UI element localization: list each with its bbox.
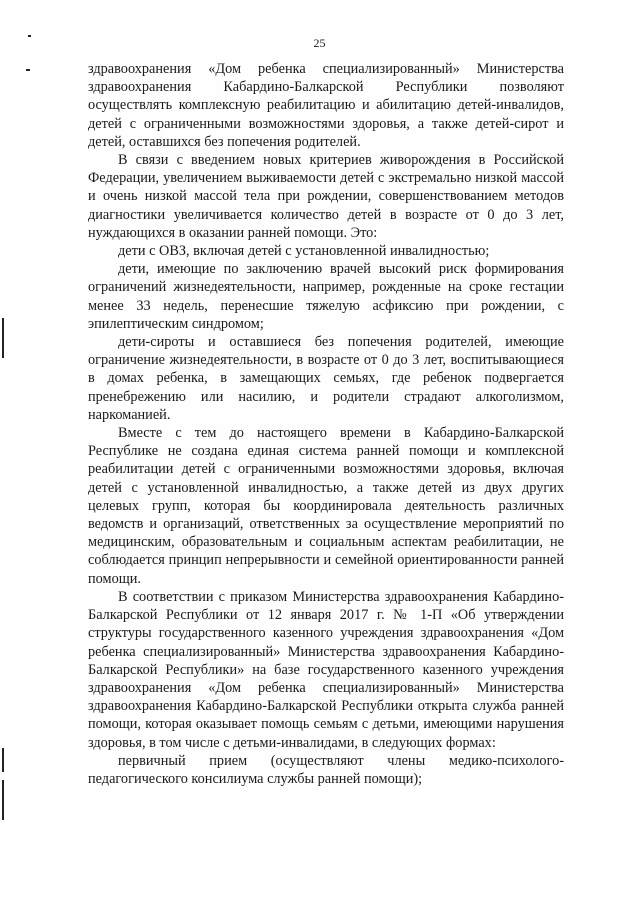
list-item: первичный прием (осуществляют члены медико-психолого-педагогического консилиума службы ранней помощи);: [88, 752, 564, 787]
list-item: дети-сироты и оставшиеся без попечения родителей, имеющие ограничение жизнедеятельности, в возрасте от 0 до 3 лет, воспитывающиеся в домах ребенка, в замещающих семьях, где ребенок подвергается пренебрежению или насилию, и родители страдают алкоголизмом, наркоманией.: [88, 334, 564, 423]
scan-artifact: [2, 318, 4, 358]
paragraph: Вместе с тем до настоящего времени в Кабардино-Балкарской Республике не создана единая система ранней помощи и комплексной реабилитации детей с ограниченными возможностями здоровья, включая детей с установленной инвалидностью, а также детей из двух других целевых групп, которая бы координировала деятельность различных ведомств и организаций, ответственных за осуществление мероприятий по медицинским, образовательным и социальным аспектам реабилитации, не соблюдается принцип непрерывности и семейной ориентированности ранней помощи.: [88, 425, 564, 587]
paragraph: В связи с введением новых критериев живорождения в Российской Федерации, увеличением выживаемости детей с экстремально низкой массой и очень низкой массой тела при рождении, совершенствованием методов диагностики увеличивается количество детей в возрасте от 0 до 3 лет, нуждающихся в оказании ранней помощи. Это:: [88, 152, 564, 241]
scan-artifact: [2, 780, 4, 820]
paragraph: В соответствии с приказом Министерства здравоохранения Кабардино-Балкарской Республики от 12 января 2017 г. № 1-П «Об утверждении структуры государственного казенного учреждения здравоохранения «Дом ребенка специализированный» Министерства здравоохранения Кабардино-Балкарской Республики» на базе государственного казенного учреждения здравоохранения «Дом ребенка специализированный» Министерства здравоохранения Кабардино-Балкарской Республики открыта служба ранней помощи, которая оказывает помощь семьям с детьми, имеющими нарушения здоровья, в том числе с детьми-инвалидами, в следующих формах:: [88, 588, 564, 751]
document-body: [88, 60, 564, 788]
scan-artifact: [28, 35, 31, 37]
list-item: дети с ОВЗ, включая детей с установленной инвалидностью;: [118, 243, 490, 260]
scan-artifact: [26, 69, 30, 71]
list-item: дети, имеющие по заключению врачей высокий риск формирования ограничений жизнедеятельности, например, рожденные на сроке гестации менее 33 недель, перенесшие тяжелую асфиксию при рождении, с эпилептическим синдромом;: [88, 261, 564, 332]
scan-artifact: [2, 748, 4, 772]
page-number: 25: [313, 36, 326, 50]
paragraph: здравоохранения «Дом ребенка специализированный» Министерства здравоохранения Кабардино-Балкарской Республики позволяют осуществлять комплексную реабилитацию и абилитацию детей-инвалидов, детей с ограниченными возможностями здоровья, а также детей-сирот и детей, оставшихся без попечения родителей.: [88, 61, 564, 150]
